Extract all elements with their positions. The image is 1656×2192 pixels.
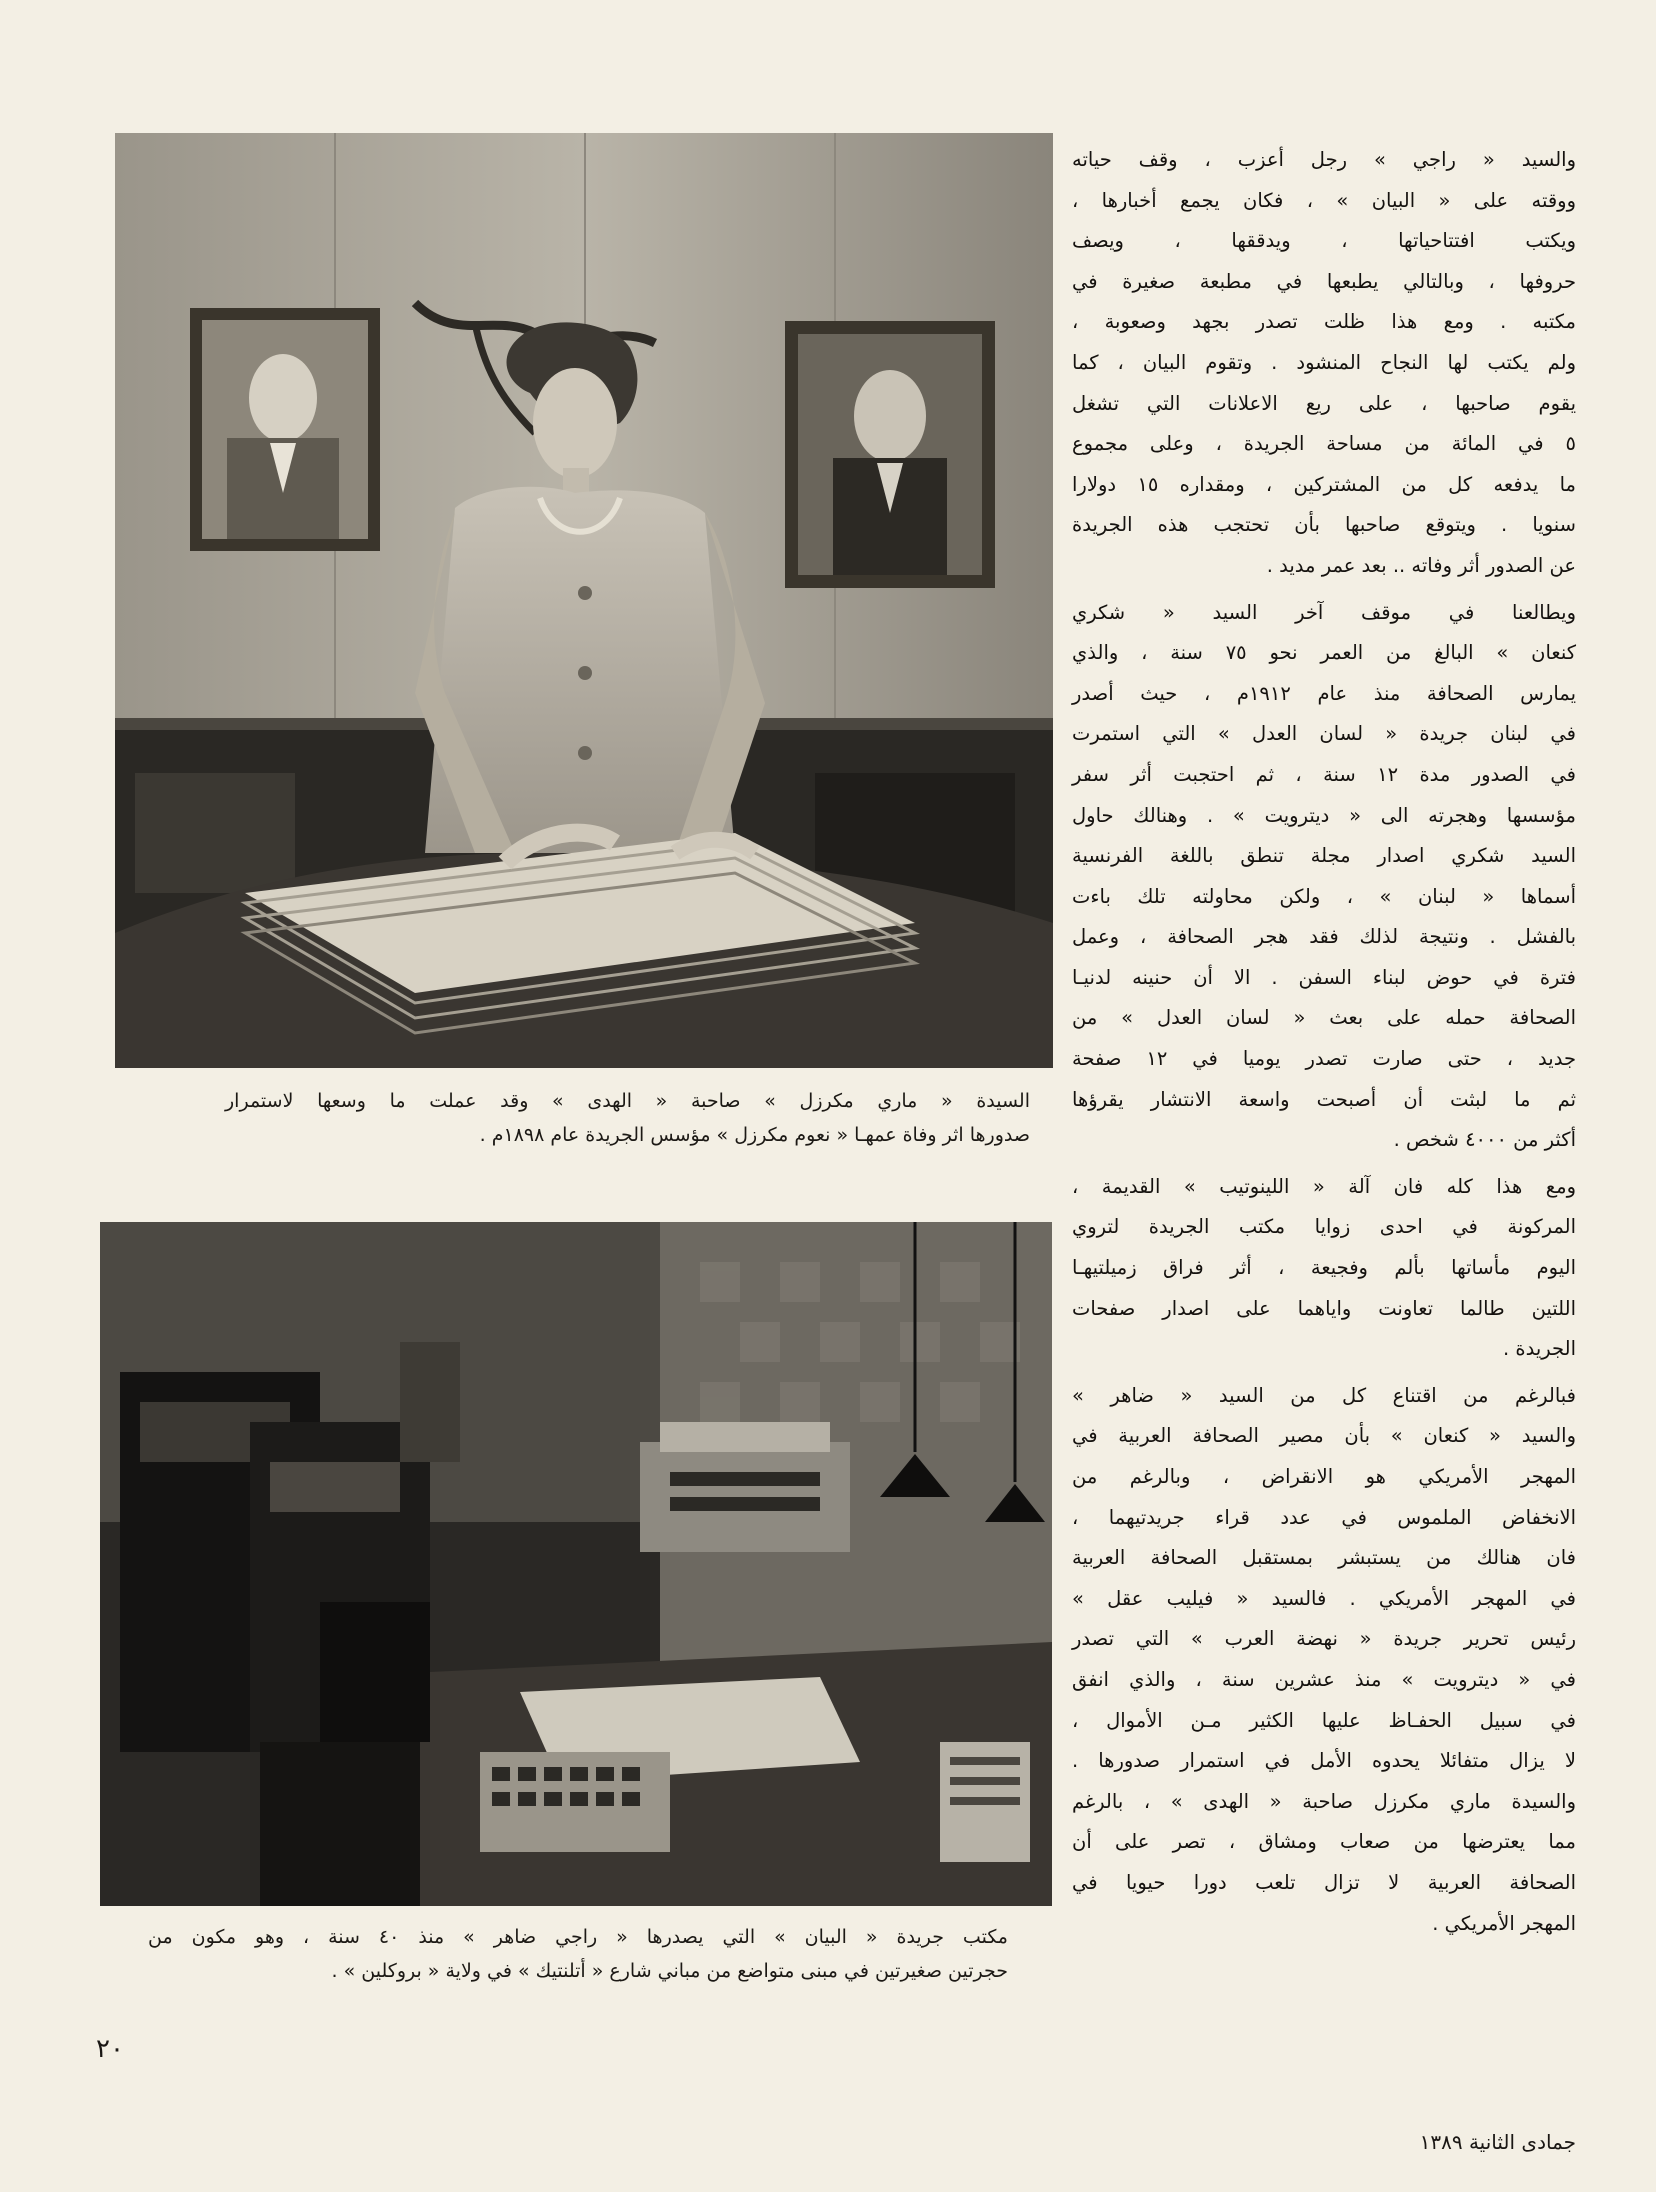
text-line: ثم ما لبثت أن أصبحت واسعة الانتشار يقرؤها <box>1072 1087 1576 1111</box>
text-line: الانخفاض الملموس في عدد قراء جريدتيهما ، <box>1072 1505 1576 1529</box>
photo-office-illustration <box>100 1222 1052 1906</box>
photo-newspaper-office <box>100 1222 1052 1906</box>
text-line: رئيس تحرير جريدة « نهضة العرب » التي تصدر <box>1072 1627 1576 1651</box>
text-line: السيد شكري اصدار مجلة تنطق باللغة الفرنسية <box>1072 844 1576 868</box>
caption-line: صدورها اثر وفاة عمهـا « نعوم مكرزل » مؤسس الجريدة عام ١٨٩٨م . <box>479 1124 1030 1146</box>
text-line: كنعان » البالغ من العمر نحو ٧٥ سنة ، والذي <box>1072 641 1577 665</box>
text-line: في المهجر الأمريكي . فالسيد « فيليب عقل » <box>1072 1586 1576 1610</box>
text-line: اللتين طالما تعاونت واياهما على اصدار صفحات <box>1072 1296 1576 1320</box>
page-number: ٢٠ <box>96 2034 124 2064</box>
text-line: فبالرغم من اقتناع كل من السيد « ضاهر » <box>1072 1383 1576 1407</box>
photo-office-caption <box>148 1920 1008 1988</box>
issue-date: جمادى الثانية ١٣٨٩ <box>1419 2130 1576 2154</box>
text-line: في سبيل الحفـاظ عليها الكثير مـن الأموال ، <box>1072 1708 1576 1732</box>
text-line: الصحافة حمله على بعث « لسان العدل » من <box>1072 1006 1576 1030</box>
article-paragraph <box>1072 1167 1576 1370</box>
text-line: المهجر الأمريكي هو الانقراض ، وبالرغم من <box>1072 1465 1576 1488</box>
caption-line: مكتب جريدة « البيان » التي يصدرها « راجي ضاهر » منذ ٤٠ سنة ، وهو مكون من <box>148 1926 1008 1948</box>
text-line: الصحافة العربية لا تزال تلعب دورا حيويا في <box>1072 1870 1576 1894</box>
text-line: المهجر الأمريكي . <box>1432 1911 1576 1935</box>
photo-woman-illustration <box>115 133 1053 1068</box>
text-line: المركونة في احدى زوايا مكتب الجريدة لتروي <box>1072 1215 1576 1239</box>
text-line: بالفشل . ونتيجة لذلك فقد هجر الصحافة ، وعمل <box>1072 925 1576 949</box>
text-line: مؤسسها وهجرته الى « ديترويت » . وهنالك حاول <box>1072 803 1576 827</box>
text-line: ما يدفعه كل من المشتركين ، ومقداره ١٥ دولارا <box>1072 472 1576 496</box>
text-line: في لبنان جريدة « لسان العدل » التي استمرت <box>1072 722 1576 746</box>
text-line: لا يزال متفائلا يحدوه الأمل في استمرار صدورها . <box>1072 1749 1576 1773</box>
text-line: يمارس الصحافة منذ عام ١٩١٢م ، حيث أصدر <box>1072 681 1576 705</box>
article-paragraph <box>1072 1376 1576 1944</box>
text-line: أكثر من ٤٠٠٠ شخص . <box>1393 1128 1576 1152</box>
text-line: ولم يكتب لها النجاح المنشود . وتقوم البيان ، كما <box>1072 350 1576 374</box>
text-line: جديد ، حتى صارت تصدر يوميا في ١٢ صفحة <box>1072 1047 1576 1071</box>
text-line: الجريدة . <box>1503 1337 1576 1361</box>
text-line: أسماها « لبنان » ، ولكن محاولته تلك باءت <box>1072 884 1576 908</box>
article-paragraph <box>1072 593 1576 1161</box>
text-line: فترة في حوض لبناء السفن . الا أن حنينه لدنيـا <box>1072 965 1576 989</box>
text-line: ويكتب افتتاحياتها ، ويدققها ، ويصف <box>1072 229 1576 253</box>
caption-line: السيدة « ماري مكرزل » صاحبة « الهدى » وقد عملت ما وسعها لاستمرار <box>225 1090 1030 1112</box>
text-line: ويطالعنا في موقف آخر السيد « شكري <box>1072 600 1576 624</box>
text-line: عن الصدور أثر وفاته .. بعد عمر مديد . <box>1266 553 1576 577</box>
text-line: في « ديترويت » منذ عشرين سنة ، والذي انفق <box>1072 1667 1576 1691</box>
text-line: سنويا . ويتوقع صاحبها بأن تحتجب هذه الجريدة <box>1072 513 1576 537</box>
caption-line: حجرتين صغيرتين في مبنى متواضع من مباني شارع « أتلنتيك » في ولاية « بروكلين » . <box>331 1960 1008 1982</box>
text-line: ومع هذا كله فان آلة « اللينوتيب » القديمة ، <box>1072 1174 1576 1198</box>
text-line: اليوم مأساتها بألم وفجيعة ، أثر فراق زميلتيهـا <box>1072 1256 1576 1280</box>
text-line: والسيدة ماري مكرزل صاحبة « الهدى » ، بالرغم <box>1072 1789 1576 1813</box>
text-line: فان هنالك من يستبشر بمستقبل الصحافة العربية <box>1072 1546 1576 1570</box>
article-column <box>1072 140 1576 1944</box>
text-line: والسيد « كنعان » بأن مصير الصحافة العربية في <box>1072 1424 1576 1448</box>
text-line: ٥ في المائة من مساحة الجريدة ، وعلى مجموع <box>1072 432 1576 456</box>
text-line: في الصدور مدة ١٢ سنة ، ثم احتجبت أثر سفر <box>1072 762 1576 786</box>
photo-woman-at-desk <box>115 133 1053 1068</box>
text-line: مما يعترضها من صعاب ومشاق ، تصر على أن <box>1072 1830 1576 1854</box>
text-line: ووقته على « البيان » ، فكان يجمع أخبارها ، <box>1072 188 1576 212</box>
photo-woman-caption <box>225 1084 1030 1152</box>
text-line: والسيد « راجي » رجل أعزب ، وقف حياته <box>1072 148 1576 171</box>
text-line: مكتبه . ومع هذا ظلت تصدر بجهد وصعوبة ، <box>1072 310 1576 334</box>
text-line: حروفها ، وبالتالي يطبعها في مطبعة صغيرة في <box>1072 269 1576 293</box>
text-line: يقوم صاحبها ، على ريع الاعلانات التي تشغل <box>1072 391 1576 415</box>
article-paragraph <box>1072 140 1576 587</box>
